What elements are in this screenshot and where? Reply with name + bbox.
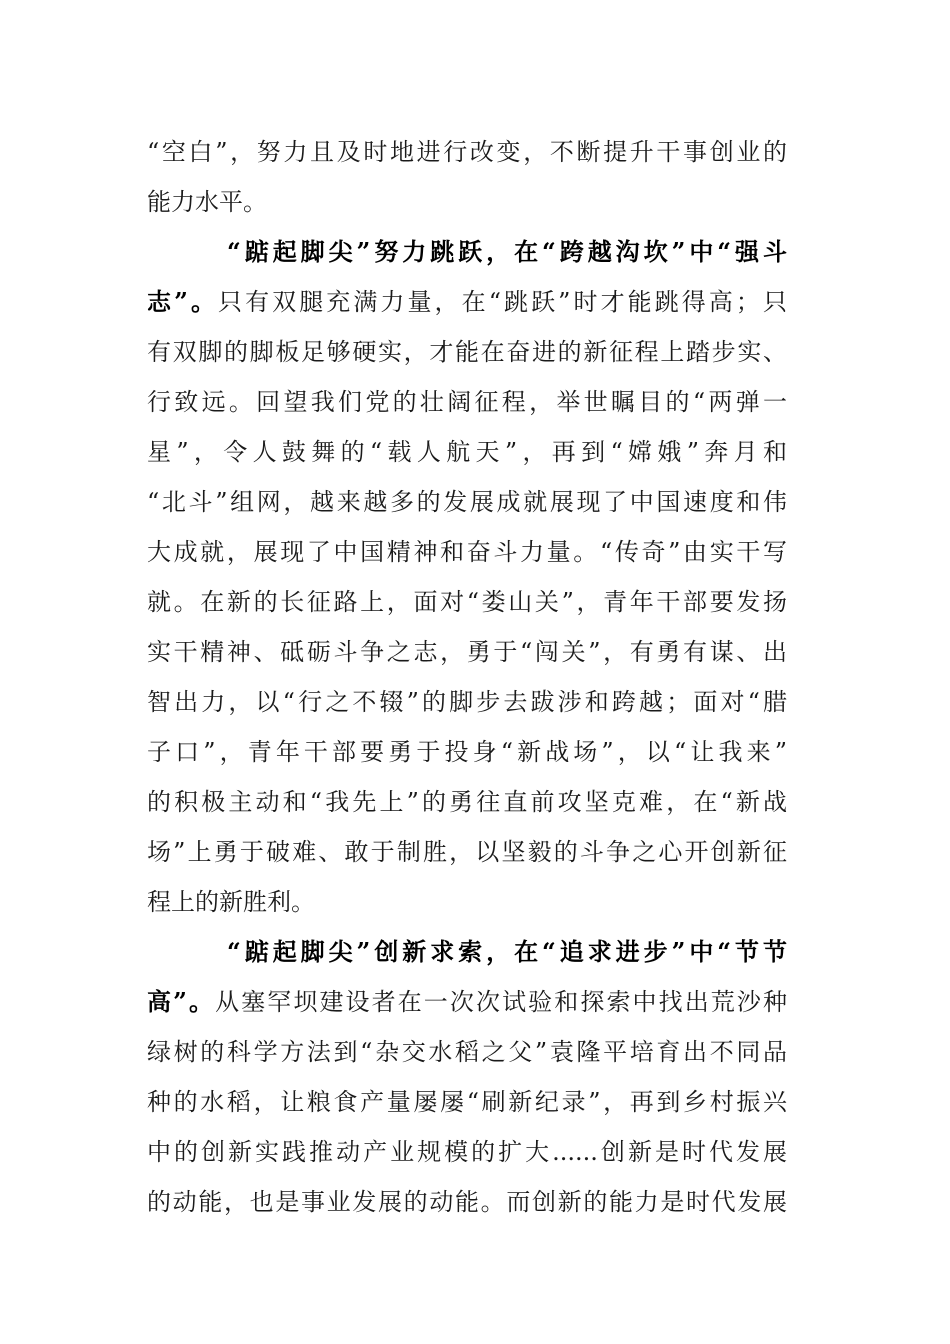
line-text: 绿树的科学方法到“杂交水稻之父”袁隆平培育出不同品 [147,1038,787,1066]
section-heading-line [227,227,787,277]
heading-text: 高”。 [147,987,216,1016]
text-line [147,677,787,727]
text-line [147,327,787,377]
line-text: 子口”，青年干部要勇于投身“新战场”，以“让我来” [147,738,787,766]
text-line [147,477,787,527]
line-text: 种的水稻，让粮食产量屡屡“刷新纪录”，再到乡村振兴 [147,1088,787,1116]
line-text: 程上的新胜利。 [147,888,315,916]
section-heading-line [227,927,787,977]
text-line [147,977,787,1027]
line-text: 的动能，也是事业发展的动能。而创新的能力是时代发展 [147,1188,787,1216]
heading-text: “踮起脚尖”创新求索，在“追求进步”中“节节 [227,937,787,966]
text-line [147,377,787,427]
text-line [147,577,787,627]
heading-text: 志”。 [147,287,219,316]
line-text: 有双脚的脚板足够硬实，才能在奋进的新征程上踏步实、 [147,338,787,366]
text-line [147,877,787,927]
text-line [147,1177,787,1227]
line-text: 能力水平。 [147,188,267,216]
text-line [147,277,787,327]
text-line [147,177,787,227]
line-text: 只有双腿充满力量，在“跳跃”时才能跳得高；只 [218,288,787,316]
line-text: 行致远。回望我们党的壮阔征程，举世瞩目的“两弹一 [147,388,787,416]
text-line [147,427,787,477]
text-line [147,1027,787,1077]
line-text: 中的创新实践推动产业规模的扩大......创新是时代发展 [147,1138,787,1166]
line-text: “空白”，努力且及时地进行改变，不断提升干事创业的 [147,138,787,166]
text-line [147,777,787,827]
text-line [147,1127,787,1177]
line-text: 就。在新的长征路上，面对“娄山关”，青年干部要发扬 [147,588,787,616]
line-text: 的积极主动和“我先上”的勇往直前攻坚克难，在“新战 [147,788,787,816]
text-line [147,627,787,677]
line-text: 星”，令人鼓舞的“载人航天”，再到“嫦娥”奔月和 [147,438,787,466]
text-line [147,527,787,577]
line-text: 智出力，以“行之不辍”的脚步去跋涉和跨越；面对“腊 [147,688,787,716]
text-line [147,127,787,177]
heading-text: “踮起脚尖”努力跳跃，在“跨越沟坎”中“强斗 [227,237,787,266]
line-text: 大成就，展现了中国精神和奋斗力量。“传奇”由实干写 [147,538,787,566]
text-line [147,727,787,777]
line-text: 场”上勇于破难、敢于制胜，以坚毅的斗争之心开创新征 [147,838,787,866]
text-line [147,1077,787,1127]
text-line [147,827,787,877]
line-text: 实干精神、砥砺斗争之志，勇于“闯关”，有勇有谋、出 [147,638,787,666]
line-text: “北斗”组网，越来越多的发展成就展现了中国速度和伟 [147,488,787,516]
line-text: 从塞罕坝建设者在一次次试验和探索中找出荒沙种 [215,988,787,1016]
